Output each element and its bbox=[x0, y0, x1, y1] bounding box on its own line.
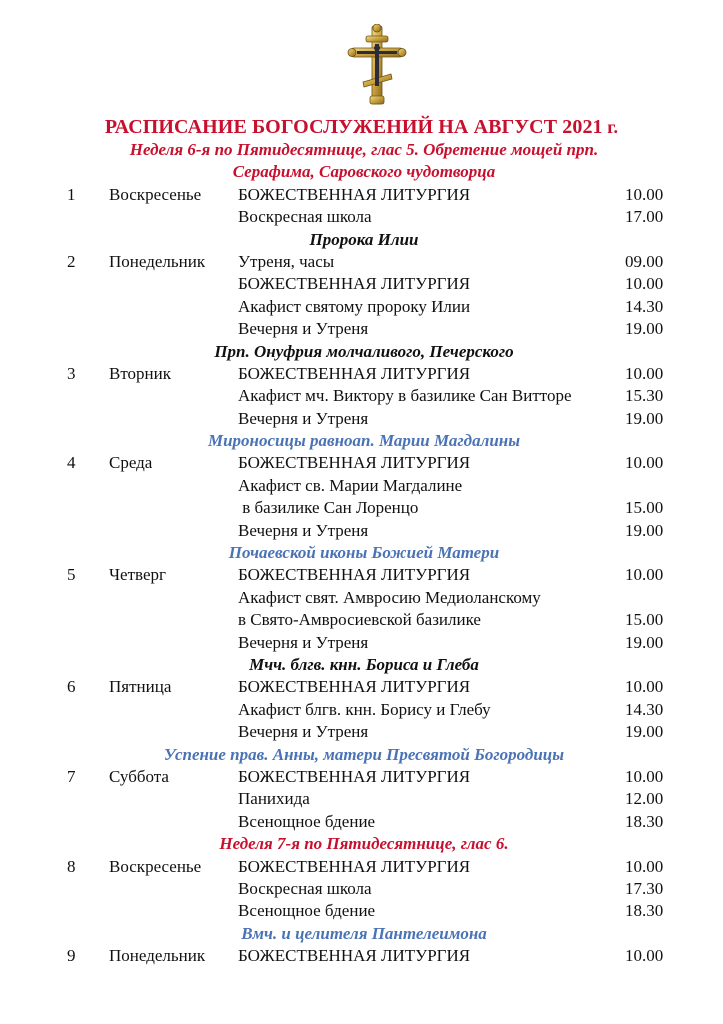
service-name: Акафист мч. Виктору в базилике Сан Витторе bbox=[238, 386, 572, 406]
day-number: 3 bbox=[67, 363, 76, 383]
page-title-suffix: г. bbox=[602, 117, 619, 137]
schedule-row bbox=[0, 788, 723, 810]
service-time: 10.00 bbox=[625, 274, 664, 294]
service-time: 18.30 bbox=[625, 901, 664, 921]
service-time: 09.00 bbox=[625, 251, 664, 271]
schedule-row bbox=[0, 945, 723, 967]
service-time: 14.30 bbox=[625, 699, 664, 719]
feast-header: Пророка Илии bbox=[309, 229, 419, 249]
feast-header: Мчч. блгв. кнн. Бориса и Глеба bbox=[249, 654, 479, 674]
schedule-row bbox=[0, 206, 723, 228]
service-name: Акафист св. Марии Магдалине bbox=[238, 475, 463, 495]
schedule-row bbox=[0, 497, 723, 519]
service-time: 10.00 bbox=[625, 766, 664, 786]
weekday-label: Воскресенье bbox=[109, 184, 202, 204]
service-name: БОЖЕСТВЕННАЯ ЛИТУРГИЯ bbox=[238, 363, 471, 383]
service-name: в Свято-Амвросиевской базилике bbox=[238, 610, 481, 630]
service-time: 14.30 bbox=[625, 296, 664, 316]
service-name: БОЖЕСТВЕННАЯ ЛИТУРГИЯ bbox=[238, 184, 471, 204]
service-name: БОЖЕСТВЕННАЯ ЛИТУРГИЯ bbox=[238, 766, 471, 786]
service-name: Вечерня и Утреня bbox=[238, 632, 369, 652]
service-name: БОЖЕСТВЕННАЯ ЛИТУРГИЯ bbox=[238, 677, 471, 697]
service-name: в базилике Сан Лоренцо bbox=[238, 498, 419, 518]
service-time: 12.00 bbox=[625, 789, 664, 809]
schedule-row bbox=[0, 856, 723, 878]
day-number: 5 bbox=[67, 565, 76, 585]
service-time: 15.00 bbox=[625, 610, 664, 630]
day-number: 8 bbox=[67, 856, 76, 876]
service-name: БОЖЕСТВЕННАЯ ЛИТУРГИЯ bbox=[238, 856, 471, 876]
schedule-row bbox=[0, 296, 723, 318]
feast-header: Неделя 7-я по Пятидесятнице, глас 6. bbox=[219, 834, 509, 854]
schedule-row bbox=[0, 900, 723, 922]
schedule-row bbox=[0, 699, 723, 721]
orthodox-cross-icon bbox=[347, 24, 407, 106]
service-time: 17.00 bbox=[625, 207, 664, 227]
weekday-label: Вторник bbox=[109, 363, 171, 383]
service-time: 18.30 bbox=[625, 811, 664, 831]
service-name: Воскресная школа bbox=[238, 207, 372, 227]
day-number: 1 bbox=[67, 184, 76, 204]
schedule-row bbox=[0, 632, 723, 654]
page-title-text: РАСПИСАНИЕ БОГОСЛУЖЕНИЙ НА АВГУСТ 2021 bbox=[104, 116, 603, 138]
feast-header: Почаевской иконы Божией Матери bbox=[228, 543, 500, 563]
schedule-row bbox=[0, 363, 723, 385]
day-number: 9 bbox=[67, 946, 76, 966]
schedule-row bbox=[0, 676, 723, 698]
service-name: Утреня, часы bbox=[238, 251, 335, 271]
schedule-row bbox=[0, 878, 723, 900]
day-number: 4 bbox=[67, 453, 76, 473]
service-time: 19.00 bbox=[625, 632, 664, 652]
service-time: 10.00 bbox=[625, 946, 664, 966]
feast-header: Успение прав. Анны, матери Пресвятой Богородицы bbox=[163, 744, 565, 764]
service-name: Акафист святому пророку Илии bbox=[238, 296, 471, 316]
weekday-label: Понедельник bbox=[109, 946, 206, 966]
service-time: 10.00 bbox=[625, 677, 664, 697]
day-number: 7 bbox=[67, 766, 76, 786]
service-name: Акафист блгв. кнн. Борису и Глебу bbox=[238, 699, 491, 719]
service-time: 10.00 bbox=[625, 856, 664, 876]
feast-header: Неделя 6-я по Пятидесятнице, глас 5. Обретение мощей прп. bbox=[129, 140, 599, 159]
day-number: 2 bbox=[67, 251, 76, 271]
schedule-row bbox=[0, 184, 723, 206]
service-name: Панихида bbox=[238, 789, 310, 809]
service-name: БОЖЕСТВЕННАЯ ЛИТУРГИЯ bbox=[238, 453, 471, 473]
weekday-label: Среда bbox=[109, 453, 153, 473]
service-time: 19.00 bbox=[625, 520, 664, 540]
service-name: Вечерня и Утреня bbox=[238, 408, 369, 428]
day-number: 6 bbox=[67, 677, 76, 697]
feast-header: Вмч. и целителя Пантелеимона bbox=[241, 923, 487, 943]
service-time: 10.00 bbox=[625, 565, 664, 585]
weekday-label: Четверг bbox=[109, 565, 166, 585]
service-name: Всенощное бдение bbox=[238, 901, 376, 921]
service-time: 19.00 bbox=[625, 319, 664, 339]
schedule-row bbox=[0, 385, 723, 407]
service-name: Вечерня и Утреня bbox=[238, 722, 369, 742]
schedule-list bbox=[0, 139, 723, 967]
weekday-label: Понедельник bbox=[109, 251, 206, 271]
weekday-label: Пятница bbox=[109, 677, 172, 697]
schedule-row bbox=[0, 475, 723, 497]
service-time: 10.00 bbox=[625, 363, 664, 383]
service-name: Вечерня и Утреня bbox=[238, 520, 369, 540]
schedule-row bbox=[0, 273, 723, 295]
feast-header: Серафима, Саровского чудотворца bbox=[232, 162, 496, 182]
service-time: 19.00 bbox=[625, 722, 664, 742]
service-name: БОЖЕСТВЕННАЯ ЛИТУРГИЯ bbox=[238, 274, 471, 294]
schedule-row bbox=[0, 564, 723, 586]
service-name: Воскресная школа bbox=[238, 878, 372, 898]
schedule-row bbox=[0, 408, 723, 430]
feast-header: Прп. Онуфрия молчаливого, Печерского bbox=[214, 341, 514, 361]
service-time: 10.00 bbox=[625, 184, 664, 204]
schedule-row bbox=[0, 452, 723, 474]
service-time: 15.30 bbox=[625, 386, 664, 406]
service-name: Всенощное бдение bbox=[238, 811, 376, 831]
weekday-label: Суббота bbox=[109, 766, 169, 786]
schedule-row bbox=[0, 609, 723, 631]
feast-header: Мироносицы равноап. Марии Магдалины bbox=[207, 431, 521, 451]
schedule-row bbox=[0, 766, 723, 788]
schedule-row bbox=[0, 318, 723, 340]
service-name: Акафист свят. Амвросию Медиоланскому bbox=[238, 587, 541, 607]
service-name: БОЖЕСТВЕННАЯ ЛИТУРГИЯ bbox=[238, 565, 471, 585]
schedule-row bbox=[0, 251, 723, 273]
service-time: 15.00 bbox=[625, 498, 664, 518]
service-name: БОЖЕСТВЕННАЯ ЛИТУРГИЯ bbox=[238, 946, 471, 966]
schedule-row bbox=[0, 520, 723, 542]
service-time: 10.00 bbox=[625, 453, 664, 473]
service-name: Вечерня и Утреня bbox=[238, 319, 369, 339]
schedule-row bbox=[0, 587, 723, 609]
page-title bbox=[0, 116, 723, 139]
service-time: 17.30 bbox=[625, 878, 664, 898]
service-time: 19.00 bbox=[625, 408, 664, 428]
weekday-label: Воскресенье bbox=[109, 856, 202, 876]
schedule-row bbox=[0, 721, 723, 743]
schedule-row bbox=[0, 811, 723, 833]
